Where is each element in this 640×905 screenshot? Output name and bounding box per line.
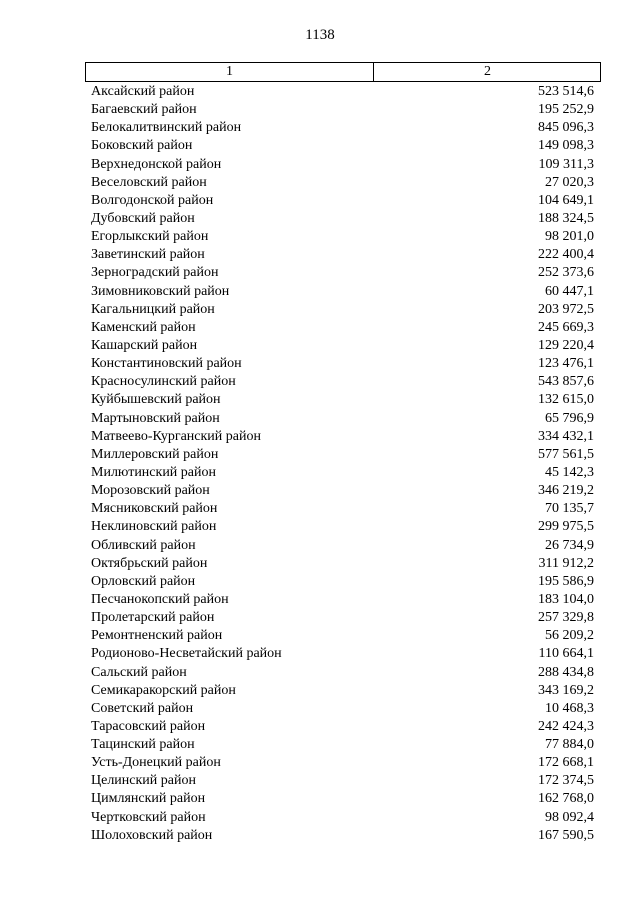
table-row <box>85 464 601 482</box>
district-name-cell: Советский район <box>91 700 194 716</box>
table-row <box>85 83 601 101</box>
district-name-cell: Цимлянский район <box>91 791 206 807</box>
table-row <box>85 264 601 282</box>
district-name-cell: Миллеровский район <box>91 446 219 462</box>
district-name-cell: Целинский район <box>91 773 196 789</box>
amount-cell: 188 324,5 <box>538 210 594 226</box>
table-row <box>85 156 601 174</box>
table-row <box>85 228 601 246</box>
amount-cell: 172 668,1 <box>538 755 594 771</box>
amount-cell: 242 424,3 <box>538 718 594 734</box>
district-name-cell: Кашарский район <box>91 337 198 353</box>
district-name-cell: Багаевский район <box>91 102 197 118</box>
district-name-cell: Дубовский район <box>91 210 195 226</box>
amount-cell: 222 400,4 <box>538 247 594 263</box>
table-row <box>85 373 601 391</box>
table-row <box>85 736 601 754</box>
amount-cell: 172 374,5 <box>538 773 594 789</box>
district-name-cell: Неклиновский район <box>91 519 217 535</box>
district-name-cell: Сальский район <box>91 664 187 680</box>
district-name-cell: Егорлыкский район <box>91 229 209 245</box>
amount-cell: 70 135,7 <box>545 501 594 517</box>
amount-cell: 195 252,9 <box>538 102 594 118</box>
table-row <box>85 573 601 591</box>
table-row <box>85 137 601 155</box>
district-name-cell: Усть-Донецкий район <box>91 755 221 771</box>
amount-cell: 203 972,5 <box>538 301 594 317</box>
district-name-cell: Красносулинский район <box>91 374 236 390</box>
amount-cell: 27 020,3 <box>545 174 594 190</box>
amount-cell: 110 664,1 <box>538 646 594 662</box>
district-table <box>85 62 601 845</box>
table-row <box>85 518 601 536</box>
amount-cell: 257 329,8 <box>538 610 594 626</box>
district-name-cell: Ремонтненский район <box>91 628 223 644</box>
amount-cell: 845 096,3 <box>538 120 594 136</box>
amount-cell: 523 514,6 <box>538 84 594 99</box>
amount-cell: 129 220,4 <box>538 337 594 353</box>
district-name-cell: Константиновский район <box>91 356 242 372</box>
amount-cell: 299 975,5 <box>538 519 594 535</box>
table-row <box>85 790 601 808</box>
column-header-2: 2 <box>484 64 491 79</box>
amount-cell: 149 098,3 <box>538 138 594 154</box>
table-row <box>85 301 601 319</box>
district-name-cell: Волгодонской район <box>91 192 214 208</box>
district-name-cell: Верхнедонской район <box>91 156 222 172</box>
amount-cell: 98 201,0 <box>545 229 594 245</box>
district-name-cell: Боковский район <box>91 138 193 154</box>
district-name-cell: Песчанокопский район <box>91 591 229 607</box>
table-row <box>85 174 601 192</box>
amount-cell: 577 561,5 <box>538 446 594 462</box>
district-name-cell: Зимовниковский район <box>91 283 230 299</box>
district-name-cell: Мартыновский район <box>91 410 220 426</box>
amount-cell: 288 434,8 <box>538 664 594 680</box>
amount-cell: 311 912,2 <box>538 555 594 571</box>
table-row <box>85 664 601 682</box>
district-name-cell: Чертковский район <box>91 809 206 825</box>
amount-cell: 543 857,6 <box>538 374 594 390</box>
amount-cell: 132 615,0 <box>538 392 594 408</box>
district-name-cell: Шолоховский район <box>91 827 213 843</box>
table-row <box>85 718 601 736</box>
table-row <box>85 809 601 827</box>
table-row <box>85 246 601 264</box>
district-name-cell: Заветинский район <box>91 247 205 263</box>
amount-cell: 65 796,9 <box>545 410 594 426</box>
table-row <box>85 754 601 772</box>
amount-cell: 343 169,2 <box>538 682 594 698</box>
table-row <box>85 119 601 137</box>
table-row <box>85 410 601 428</box>
district-name-cell: Кагальницкий район <box>91 301 215 317</box>
amount-cell: 245 669,3 <box>538 319 594 335</box>
table-row <box>85 500 601 518</box>
district-name-cell: Тацинский район <box>91 737 195 753</box>
amount-cell: 162 768,0 <box>538 791 594 807</box>
table-row <box>85 446 601 464</box>
table-row <box>85 627 601 645</box>
table-row <box>85 101 601 119</box>
amount-cell: 334 432,1 <box>538 428 594 444</box>
district-name-cell: Зерноградский район <box>91 265 219 281</box>
amount-cell: 123 476,1 <box>538 356 594 372</box>
table-row <box>85 645 601 663</box>
amount-cell: 195 586,9 <box>538 573 594 589</box>
table-header-row <box>85 62 601 82</box>
table-row <box>85 428 601 446</box>
table-body <box>85 83 601 845</box>
amount-cell: 60 447,1 <box>545 283 594 299</box>
table-row <box>85 591 601 609</box>
district-name-cell: Орловский район <box>91 573 196 589</box>
table-row <box>85 482 601 500</box>
amount-cell: 56 209,2 <box>545 628 594 644</box>
table-row <box>85 355 601 373</box>
amount-cell: 77 884,0 <box>545 737 594 753</box>
table-row <box>85 609 601 627</box>
page-number: 1138 <box>305 27 335 43</box>
amount-cell: 45 142,3 <box>545 464 594 480</box>
district-name-cell: Веселовский район <box>91 174 207 190</box>
district-name-cell: Каменский район <box>91 319 196 335</box>
district-name-cell: Аксайский район <box>91 84 195 99</box>
table-row <box>85 319 601 337</box>
district-name-cell: Мясниковский район <box>91 501 218 517</box>
table-row <box>85 210 601 228</box>
district-name-cell: Обливский район <box>91 537 196 553</box>
table-row <box>85 192 601 210</box>
district-name-cell: Родионово-Несветайский район <box>91 646 282 662</box>
district-name-cell: Семикаракорский район <box>91 682 236 698</box>
district-name-cell: Куйбышевский район <box>91 392 221 408</box>
column-header-1: 1 <box>86 63 374 81</box>
district-name-cell: Морозовский район <box>91 483 210 499</box>
district-name-cell: Матвеево-Курганский район <box>91 428 261 444</box>
amount-cell: 98 092,4 <box>545 809 594 825</box>
amount-cell: 10 468,3 <box>545 700 594 716</box>
amount-cell: 109 311,3 <box>538 156 594 172</box>
district-name-cell: Милютинский район <box>91 464 217 480</box>
amount-cell: 167 590,5 <box>538 827 594 843</box>
table-row <box>85 700 601 718</box>
table-row <box>85 337 601 355</box>
amount-cell: 26 734,9 <box>545 537 594 553</box>
amount-cell: 346 219,2 <box>538 483 594 499</box>
district-name-cell: Пролетарский район <box>91 610 215 626</box>
table-row <box>85 682 601 700</box>
table-row <box>85 283 601 301</box>
table-row <box>85 772 601 790</box>
table-row <box>85 537 601 555</box>
district-name-cell: Белокалитвинский район <box>91 120 242 136</box>
amount-cell: 252 373,6 <box>538 265 594 281</box>
district-name-cell: Тарасовский район <box>91 718 206 734</box>
table-row <box>85 827 601 845</box>
district-name-cell: Октябрьский район <box>91 555 208 571</box>
amount-cell: 104 649,1 <box>538 192 594 208</box>
table-row <box>85 391 601 409</box>
table-row <box>85 555 601 573</box>
amount-cell: 183 104,0 <box>538 591 594 607</box>
